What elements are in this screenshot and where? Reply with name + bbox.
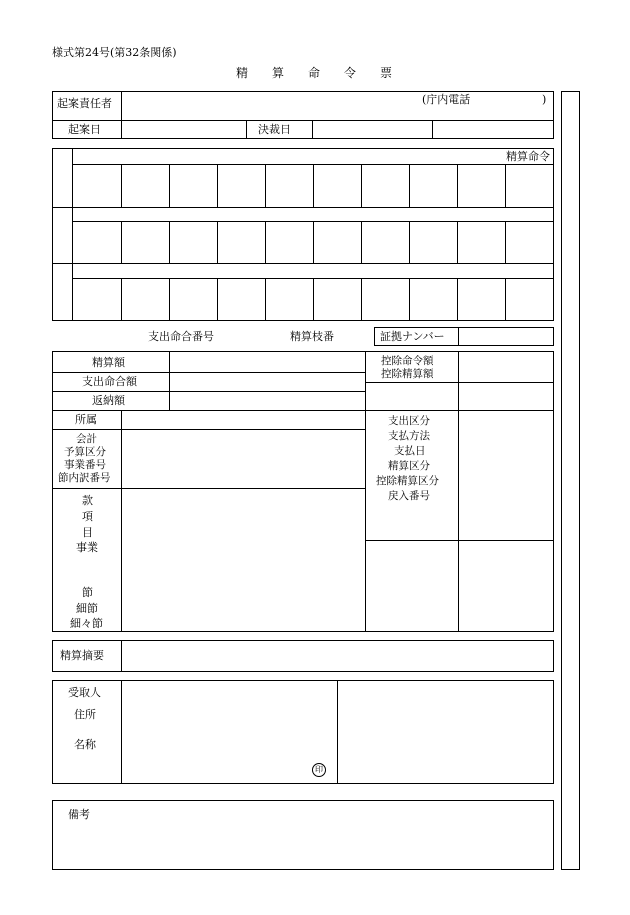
draft-date-label: 起案日 [68,123,101,136]
divider [457,278,458,321]
name-label: 名称 [74,738,96,751]
kan-label: 款 [82,494,93,507]
divider [169,164,170,207]
return-no-label: 戻入番号 [388,490,430,502]
divider [121,221,122,263]
seal-icon: 印 [312,763,326,777]
recipient-field[interactable] [122,681,336,783]
phone-label: (庁内電話 [422,93,471,106]
payment-method-label: 支払方法 [388,430,430,442]
recipient-label: 受取人 [68,686,101,699]
form-style-number: 様式第24号(第32条関係) [52,46,177,59]
address-label: 住所 [74,708,96,721]
settlement-branch-no-label: 精算枝番 [290,330,334,343]
divider [505,221,506,263]
department-field[interactable] [122,411,364,428]
form-title: 精 算 命 令 票 [236,66,393,80]
divider [265,278,266,321]
divider [457,164,458,207]
saisaisetsu-label: 細々節 [70,617,103,630]
settlement-amount-label: 精算額 [92,356,125,369]
divider [265,221,266,263]
deduction-settlement-class-label: 控除精算区分 [376,475,439,487]
project-no-label: 事業番号 [64,459,106,471]
divider [365,382,554,383]
divider [432,120,433,139]
summary-label: 精算摘要 [60,649,104,662]
accounting-label: 会計 [76,433,97,445]
decision-date-field[interactable] [313,121,432,138]
phone-close-paren: ) [542,93,547,106]
divider [121,410,122,632]
divider [365,351,366,632]
decision-date-label: 決裁日 [258,123,291,136]
deduction-order-amount-label: 控除命令額 [381,355,434,367]
divider [409,278,410,321]
settlement-amount-field[interactable] [170,352,364,371]
refund-amount-label: 返納額 [92,394,125,407]
payment-date-label: 支払日 [394,445,426,457]
divider [458,351,459,632]
divider [505,164,506,207]
divider [217,278,218,321]
settlement-class-label: 精算区分 [388,460,430,472]
divider [52,207,554,208]
divider [409,164,410,207]
divider [337,680,338,784]
divider [169,221,170,263]
divider [313,221,314,263]
divider [313,278,314,321]
remarks-label: 備考 [68,808,90,821]
divider [361,164,362,207]
divider [52,429,365,430]
payment-order-no-label: 支出命合番号 [148,330,214,343]
divider [265,164,266,207]
divider [72,148,73,321]
divider [361,221,362,263]
divider [365,540,554,541]
divider [52,263,554,264]
payment-order-amount-label: 支出命合額 [82,375,137,388]
payment-class-label: 支出区分 [388,415,430,427]
divider [52,488,365,489]
order-grid [52,148,554,321]
setsu-label: 節 [82,586,93,599]
drafter-label: 起案責任者 [57,97,112,110]
divider [505,278,506,321]
divider [121,278,122,321]
department-label: 所属 [75,413,97,426]
kou-label: 項 [82,510,93,523]
remarks-field[interactable] [53,825,553,869]
jigyou-label: 事業 [76,541,98,554]
order-grid-header: 精算命令 [506,150,550,163]
divider [217,221,218,263]
deduction-settlement-amount-label: 控除精算額 [381,368,434,380]
draft-date-field[interactable] [122,121,246,138]
moku-label: 目 [82,526,93,539]
divider [121,164,122,207]
evidence-number-field[interactable] [459,328,553,345]
side-strip [561,91,580,870]
divider [361,278,362,321]
divider [313,164,314,207]
divider [169,278,170,321]
budget-class-label: 予算区分 [64,446,106,458]
payment-order-amount-field[interactable] [170,373,364,390]
divider [246,120,247,139]
divider [409,221,410,263]
sub-item-no-label: 節内訳番号 [58,472,111,484]
refund-amount-field[interactable] [170,392,364,409]
saisetsu-label: 細節 [76,602,98,615]
divider [217,164,218,207]
divider [457,221,458,263]
evidence-no-label: 証拠ナンバー [380,330,445,343]
summary-field[interactable] [122,641,553,671]
